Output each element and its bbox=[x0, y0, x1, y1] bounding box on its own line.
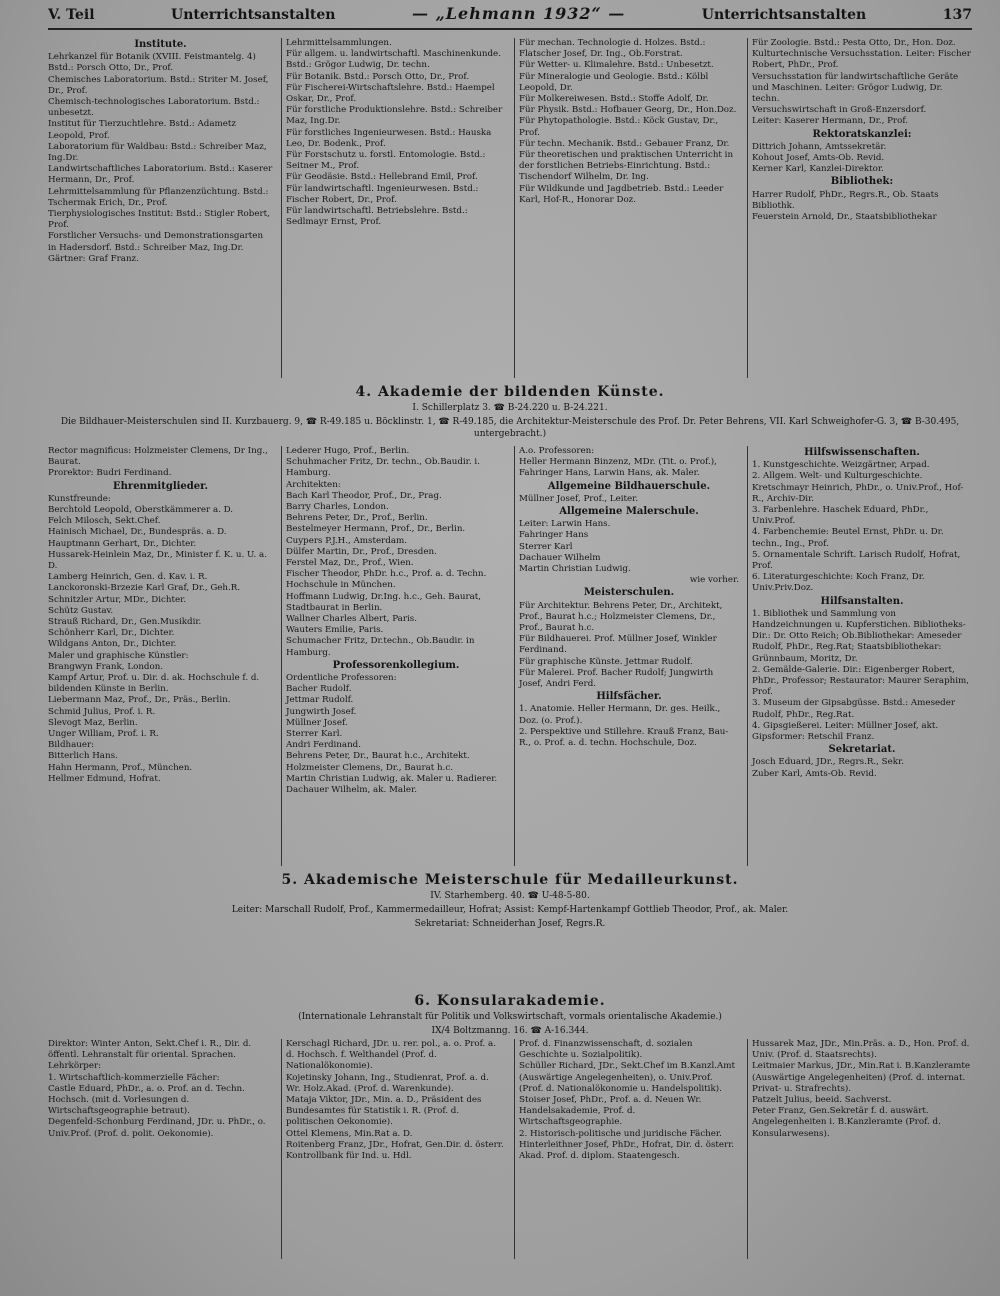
consular-academy-address: IX/4 Boltzmanng. 16. ☎ A-16.344. bbox=[431, 1026, 589, 1036]
s4-col3-text: Prof. d. Finanzwissenschaft, d. sozialen Geschichte u. Sozialpolitik). Schüller Richard, JDr., Sekt.Chef im B.Kanzl.Amt (Auswärtige Angelegenheiten), o. Univ.Prof. (Prof. d. Nationalökonomie u. Handelspolitik). Stoiser Josef, PhDr., Prof. a. d. Neuen Wr. Handelsakademie, Prof. d. Wirtschaftsgeographie. 2. Historisch-politische und juridische Fächer. Hinterleithner Josef, PhDr., Hofrat, Dir. d. österr. Akad. Prof. d. diplom. Staatengesch. bbox=[519, 1039, 736, 1162]
s2-col2 bbox=[281, 446, 506, 866]
s2-col3-a: A.o. Professoren: Heller Hermann Binzenz, MDr. (Tit. o. Prof.), Fahringer Hans, Larwin Hans, ak. Maler. bbox=[519, 446, 717, 479]
auxiliary-sciences-heading: Hilfswissenschaften. bbox=[804, 447, 920, 458]
medal-school-leader: Leiter: Marschall Rudolf, Prof., Kammermedailleur, Hofrat; Assist: Kempf-Hartenkampf Gottlieb Theodor, Prof., ak. Maler. bbox=[231, 905, 789, 915]
s2-col3-c: Leiter: Larwin Hans. Fahringer Hans Sterrer Karl Dachauer Wilhelm Martin Christian Ludwig. bbox=[519, 519, 631, 575]
section-medal-school bbox=[48, 872, 972, 987]
s1-col3 bbox=[514, 38, 739, 378]
s4-col4 bbox=[747, 1039, 972, 1259]
s1-col1 bbox=[48, 38, 273, 378]
s1-col4-mid: Dittrich Johann, Amtssekretär. Kohout Josef, Amts-Ob. Revid. Kerner Karl, Kanzlei-Direktor. bbox=[752, 141, 887, 175]
s2-col3-d: Für Architektur. Behrens Peter, Dr., Architekt, Prof., Baurat h.c.; Holzmeister Clemens, Dr., Prof., Baurat h.c. Für Bildhauerei. Prof. Müllner Josef, Winkler Ferdinand. Für graphische Künste. Jettmar Rudolf. Für Malerei. Prof. Bacher Rudolf; Jungwirth Josef, Andri Ferd. bbox=[519, 600, 723, 690]
s2-col2-b: Ordentliche Professoren: Bacher Rudolf. Jettmar Rudolf. Jungwirth Josef. Müllner Josef. Sterrer Karl. Andri Ferdinand. Behrens Peter, Dr., Baurat h.c., Architekt. Holzmeister Clemens, Dr., Baurat h.c. Martin Christian Ludwig, ak. Maler u. Radierer. Dachauer Wilhelm, ak. Maler. bbox=[286, 673, 498, 796]
rectorate-heading: Rektoratskanzlei: bbox=[812, 128, 912, 140]
s1-col2-text: Lehrmittelsammlungen. Für allgem. u. landwirtschaftl. Maschinenkunde. Bstd.: Grögor Ludwig, Dr. techn. Für Botanik. Bstd.: Porsch Otto, Dr., Prof. Für Fischerei-Wirtschaftslehre. Bstd.: Haempel Oskar, Dr., Prof. Für forstliche Produktionslehre. Bstd.: Schreiber Maz, Ing.Dr. Für forstliches Ingenieurwesen. Bstd.: Hauska Leo, Dr. Bodenk., Prof. Für Forstschutz u. forstl. Entomologie. Bstd.: Seitner M., Prof. Für Geodäsie. Bstd.: Hellebrand Emil, Prof. Für landwirtschaftl. Ingenieurwesen. Bstd.: Fischer Robert, Dr., Prof. Für landwirtschaftl. Betriebslehre. Bstd.: Sedlmayr Ernst, Prof. bbox=[286, 38, 503, 228]
page-number: 137 bbox=[942, 7, 972, 23]
s4-col3 bbox=[514, 1039, 739, 1259]
s2-col4-b: 1. Bibliothek und Sammlung von Handzeichnungen u. Kupferstichen. Bibliotheks-Dir.: Dr. Otto Reich; Ob.Bibliothekar: Ameseder Rudolf, PhDr., Reg.Rat; Staatsbibliothekar: Grünnbaum, Moritz, Dr. 2. Gemälde-Galerie. Dir.: Eigenberger Robert, PhDr., Professor; Restaurator: Maurer Seraphim, Prof. 3. Museum der Gipsabgüsse. Bstd.: Ameseder Rudolf, PhDr., Reg.Rat. 4. Gipsgießerei. Leiter: Müllner Josef, akt. Gipsformer: Retschil Franz. bbox=[752, 608, 969, 743]
s1-col4 bbox=[747, 38, 972, 378]
s1-col2 bbox=[281, 38, 506, 378]
s4-col2-text: Kerschagl Richard, JDr. u. rer. pol., a. o. Prof. a. d. Hochsch. f. Welthandel (Prof. d. Nationalökonomie). Kojetinsky Johann, Ing., Studienrat, Prof. a. d. Wr. Holz.Akad. (Prof. d. Warenkunde). Mataja Viktor, JDr., Min. a. D., Präsident des Bundesamtes für Statistik i. R. (Prof. d. politischen Oekonomie). Ottel Klemens, Min.Rat a. D. Roitenberg Franz, JDr., Hofrat, Gen.Dir. d. österr. Kontrollbank für Ind. u. Hdl. bbox=[286, 1039, 504, 1162]
s2-col3 bbox=[514, 446, 739, 866]
s1-col1-text: Lehrkanzel für Botanik (XVIII. Feistmantelg. 4) Bstd.: Porsch Otto, Dr., Prof. Chemisches Laboratorium. Bstd.: Striter M. Josef, Dr., Prof. Chemisch-technologisches Laboratorium. Bstd.: unbesetzt. Institut für Tierzuchtlehre. Bstd.: Adametz Leopold, Prof. Laboratorium für Waldbau: Bstd.: Schreiber Maz, Ing.Dr. Landwirtschaftliches Laboratorium. Bstd.: Kaserer Hermann, Dr., Prof. Lehrmittelsammlung für Pflanzenzüchtung. Bstd.: Tschermak Erich, Dr., Prof. Tierphysiologisches Institut: Bstd.: Stigler Robert, Prof. Forstlicher Versuchs- und Demonstrationsgarten in Hadersdorf. Bstd.: Schreiber Maz, Ing.Dr. Gärtner: Graf Franz. bbox=[48, 52, 273, 264]
s1-col4-top: Für Zoologie. Bstd.: Pesta Otto, Dr., Hon. Doz. Kulturtechnische Versuchsstation. Leiter: Fischer Robert, PhDr., Prof. Versuchsstation für landwirtschaftliche Geräte und Maschinen. Leiter: Grögor Ludwig, Dr. techn. Versuchswirtschaft in Groß-Enzersdorf. Leiter: Kaserer Hermann, Dr., Prof. bbox=[752, 38, 971, 127]
medal-school-secretariat: Sekretariat: Schneiderhan Josef, Regrs.R. bbox=[414, 919, 606, 929]
painting-school-heading: Allgemeine Malerschule. bbox=[559, 506, 699, 518]
s2-col4-a: 1. Kunstgeschichte. Weizgärtner, Arpad. 2. Allgem. Welt- und Kulturgeschichte. Kretschmayr Heinrich, PhDr., o. Univ.Prof., Hof-R., Archiv-Dir. 3. Farbenlehre. Haschek Eduard, PhDr., Univ.Prof. 4. Farbenchemie: Beutel Ernst, PhDr. u. Dr. techn., Ing., Prof. 5. Ornamentale Schrift. Larisch Rudolf, Hofrat, Prof. 6. Literaturgeschichte: Koch Franz, Dr. Univ.Priv.Doz. bbox=[752, 460, 964, 594]
section-academy bbox=[48, 446, 972, 866]
auxiliary-subjects-heading: Hilfsfächer. bbox=[596, 691, 662, 703]
academy-note: Die Bildhauer-Meisterschulen sind II. Kurzbauerg. 9, ☎ R-49.185 u. Böcklinstr. 1, ☎ R-49.185, die Architektur-Meisterschule des Prof. Dr. Peter Behrens, VII. Karl Schweighofer-G. 3, ☎ B-30.495, untergebracht.) bbox=[60, 417, 960, 439]
faculty-heading: Professorenkollegium. bbox=[332, 659, 460, 671]
s2-col3-b: Müllner Josef, Prof., Leiter. bbox=[519, 493, 639, 504]
honorary-members-heading: Ehrenmitglieder. bbox=[113, 480, 208, 492]
s2-col4 bbox=[747, 446, 972, 866]
s4-col1-text: Direktor: Winter Anton, Sekt.Chef i. R., Dir. d. öffentl. Lehranstalt für oriental. Sprachen. Lehrkörper: 1. Wirtschaftlich-kommerzielle Fächer: Castle Eduard, PhDr., a. o. Prof. an d. Techn. Hochsch. (mit d. Vorlesungen d. Wirtschaftsgeographie betraut). Degenfeld-Schonburg Ferdinand, JDr. u. PhDr., o. Univ.Prof. (Prof. d. polit. Oekonomie). bbox=[48, 1039, 266, 1139]
s2-col1-text: Rector magnificus: Holzmeister Clemens, Dr Ing., Baurat. Prorektor: Budri Ferdinand. bbox=[48, 446, 268, 479]
s1-col4-bot: Harrer Rudolf, PhDr., Regrs.R., Ob. Staats Bibliothk. Feuerstein Arnold, Dr., Staatsbibliothekar bbox=[752, 189, 939, 223]
s2-col1-body: Kunstfreunde: Berchtold Leopold, Oberstkämmerer a. D. Felch Milosch, Sekt.Chef. Hainisch Michael, Dr., Bundespräs. a. D. Hauptmann Gerhart, Dr., Dichter. Hussarek-Heinlein Maz, Dr., Minister f. K. u. U. a. D. Lamberg Heinrich, Gen. d. Kav. i. R. Lanckoronski-Brzezie Karl Graf, Dr., Geh.R. Schnitzler Artur, MDr., Dichter. Schütz Gustav. Strauß Richard, Dr., Gen.Musikdir. Schönherr Karl, Dr., Dichter. Wildgans Anton, Dr., Dichter. Maler und graphische Künstler: Brangwyn Frank, London. Kampf Artur, Prof. u. Dir. d. ak. Hochschule f. d. bildenden Künste in Berlin. Liebermann Maz, Prof., Dr., Präs., Berlin. Schmid Julius, Prof. i. R. Slevogt Maz, Berlin. Unger William, Prof. i. R. Bildhauer: Bitterlich Hans. Hahn Hermann, Prof., München. Hellmer Edmund, Hofrat. bbox=[48, 493, 267, 784]
consular-academy-subtitle: (Internationale Lehranstalt für Politik und Volkswirtschaft, vormals orientalische Akademie.) bbox=[298, 1012, 722, 1022]
consular-academy-title: 6. Konsularakademie. bbox=[414, 993, 606, 1009]
s2-col2-a: Lederer Hugo, Prof., Berlin. Schuhmacher Fritz, Dr. techn., Ob.Baudir. i. Hamburg. Architekten: Bach Karl Theodor, Prof., Dr., Prag. Barry Charles, London. Behrens Peter, Dr., Prof., Berlin. Bestelmeyer Hermann, Prof., Dr., Berlin. Cuypers P.J.H., Amsterdam. Dülfer Martin, Dr., Prof., Dresden. Ferstel Maz, Dr., Prof., Wien. Fischer Theodor, PhDr. h.c., Prof. a. d. Techn. Hochschule in München. Hoffmann Ludwig, Dr.Ing. h.c., Geh. Baurat, Stadtbaurat in Berlin. Wallner Charles Albert, Paris. Wauters Emilie, Paris. Schumacher Fritz, Dr.techn., Ob.Baudir. in Hamburg. bbox=[286, 446, 487, 658]
s1-col3-text: Für mechan. Technologie d. Holzes. Bstd.: Flatscher Josef, Dr. Ing., Ob.Forstrat. Für Wetter- u. Klimalehre. Bstd.: Unbesetzt. Für Mineralogie und Geologie. Bstd.: Kölbl Leopold, Dr. Für Molkereiwesen. Bstd.: Stoffe Adolf, Dr. Für Physik. Bstd.: Hofbauer Georg, Dr., Hon.Doz. Für Phytopathologie. Bstd.: Köck Gustav, Dr., Prof. Für techn. Mechanik. Bstd.: Gebauer Franz, Dr. Für theoretischen und praktischen Unterricht in der forstlichen Betriebs-Einrichtung. Bstd.: Tischendorf Wilhelm, Dr. Ing. Für Wildkunde und Jagdbetrieb. Bstd.: Leeder Karl, Hof-R., Honorar Doz. bbox=[519, 38, 737, 205]
medal-school-address: IV. Starhemberg. 40. ☎ U-48-5-80. bbox=[430, 891, 590, 901]
section-institutes bbox=[48, 38, 972, 378]
s4-col1 bbox=[48, 1039, 273, 1259]
master-schools-heading: Meisterschulen. bbox=[583, 587, 675, 599]
s2-col3-e: 1. Anatomie. Heller Hermann, Dr. ges. Heilk., Doz. (o. Prof.). 2. Perspektive und Stillehre. Krauß Franz, Bau-R., o. Prof. a. d. techn. Hochschule, Doz. bbox=[519, 704, 729, 749]
institutes-heading: Institute. bbox=[134, 39, 187, 50]
publication-title: — „Lehmann 1932“ — bbox=[412, 4, 626, 23]
library-heading: Bibliothek: bbox=[830, 176, 894, 188]
page-header bbox=[48, 4, 972, 30]
s2-col1 bbox=[48, 446, 273, 866]
section-consular bbox=[48, 1039, 972, 1259]
auxiliary-institutions-heading: Hilfsanstalten. bbox=[820, 595, 904, 607]
section-label-left: Unterrichtsanstalten bbox=[171, 7, 336, 23]
secretariat-heading: Sekretariat. bbox=[828, 744, 896, 756]
s2-col4-c: Josch Eduard, JDr., Regrs.R., Sekr. Zuber Karl, Amts-Ob. Revid. bbox=[752, 757, 904, 779]
sculpture-school-heading: Allgemeine Bildhauerschule. bbox=[547, 480, 711, 492]
academy-title: 4. Akademie der bildenden Künste. bbox=[355, 384, 665, 400]
section-label-right: Unterrichtsanstalten bbox=[701, 7, 867, 23]
part-label: V. Teil bbox=[48, 7, 95, 23]
s4-col2 bbox=[281, 1039, 506, 1259]
academy-address: I. Schillerplatz 3. ☎ B-24.220 u. B-24.221. bbox=[412, 403, 608, 413]
s2-col3-c-note: wie vorher. bbox=[689, 575, 739, 586]
medal-school-title: 5. Akademische Meisterschule für Medailleurkunst. bbox=[281, 872, 739, 888]
s4-col4-text: Hussarek Maz, JDr., Min.Präs. a. D., Hon. Prof. d. Univ. (Prof. d. Staatsrechts). Leitmaier Markus, JDr., Min.Rat i. B.Kanzleramte (Auswärtige Angelegenheiten) (Prof. d. internat. Privat- u. Strafrechts). Patzelt Julius, beeid. Sachverst. Peter Franz, Gen.Sekretär f. d. auswärt. Angelegenheiten i. B.Kanzleramte (Prof. d. Konsularwesens). bbox=[752, 1039, 971, 1139]
